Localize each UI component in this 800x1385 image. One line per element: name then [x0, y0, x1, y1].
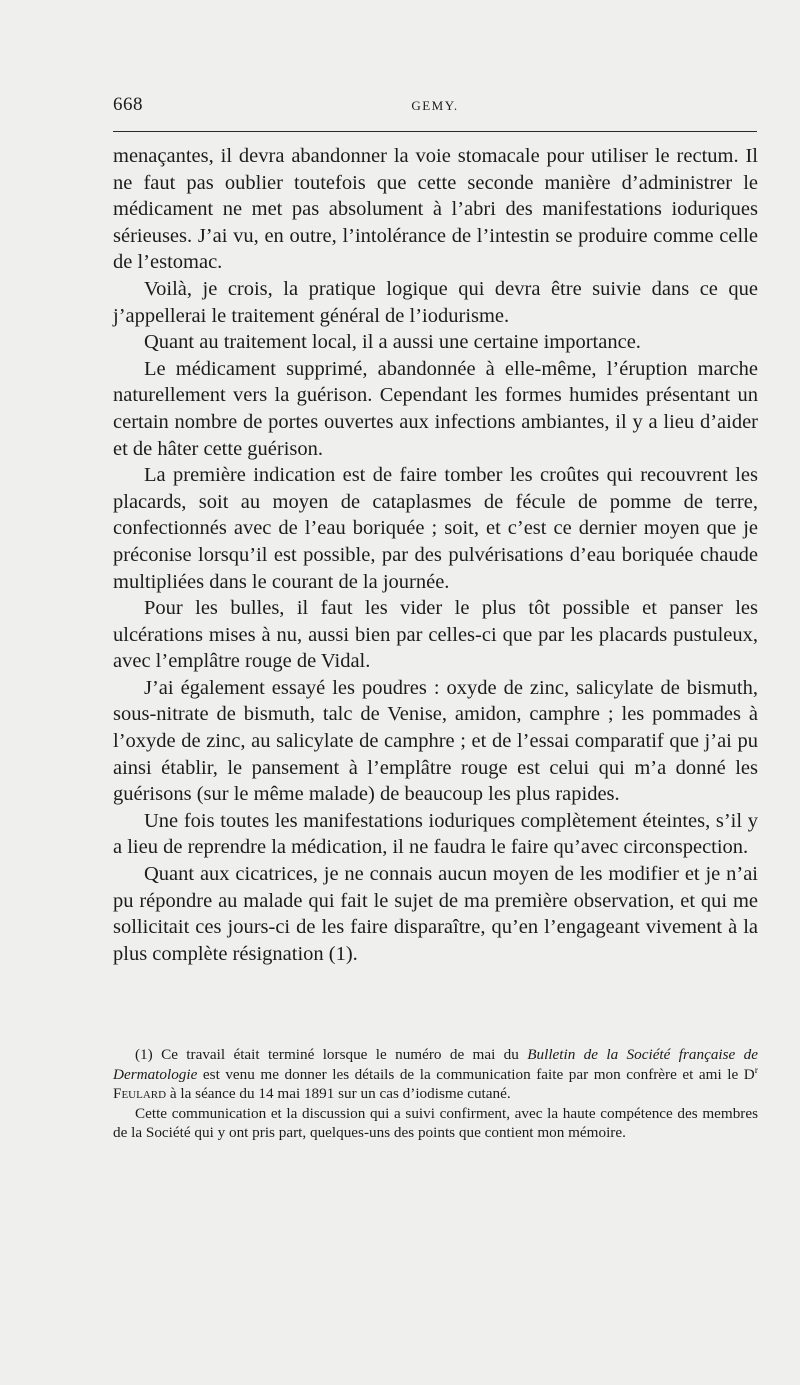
- paragraph: J’ai également essayé les poudres : oxyde de zinc, salicylate de bismuth, sous-nitrate de bismuth, talc de Venise, amidon, camphre ; les pommades à l’oxyde de zinc, au salicylate de camphre ; et de l’essai comparatif que j’ai pu ainsi établir, le pansement à l’emplâtre rouge est celui qui m’a donné les guérisons (sur le même malade) de beaucoup les plus rapides.: [113, 676, 758, 806]
- title-superscript: r: [754, 1064, 758, 1076]
- page-header: [113, 94, 757, 124]
- footnote-1: [113, 1045, 758, 1104]
- footnote-text: à la séance du 14 mai 1891 sur un cas d’iodisme cutané.: [166, 1085, 511, 1103]
- paragraph: Le médicament supprimé, abandonnée à elle-même, l’éruption marche naturellement vers la guérison. Cependant les formes humides présentant un certain nombre de portes ouvertes aux infections ambiantes, il y a lieu d’aider et de hâter cette guérison.: [113, 357, 758, 460]
- paragraph: Quant aux cicatrices, je ne connais aucun moyen de les modifier et je n’ai pu répondre au malade qui fait le sujet de ma première observation, et qui me sollicitait ces jours-ci de les faire disparaître, qu’en l’engageant vivement à la plus complète résignation (1).: [113, 863, 758, 965]
- footnote-text: est venu me donner les détails de la communication faite par mon confrère et ami le D: [197, 1065, 755, 1083]
- paragraph: Pour les bulles, il faut les vider le plus tôt possible et panser les ulcérations mises à nu, aussi bien par celles-ci que par les placards pustuleux, avec l’emplâtre rouge de Vidal.: [113, 597, 758, 673]
- paragraph: Voilà, je crois, la pratique logique qui devra être suivie dans ce que j’appellerai le traitement général de l’iodurisme.: [113, 277, 758, 327]
- footnote-continuation: Cette communication et la discussion qui a suivi confirment, avec la haute compétence des membres de la Société qui y ont pris part, quelques-uns des points que contient mon mémoire.: [113, 1104, 758, 1142]
- paragraph: Une fois toutes les manifestations ioduriques complètement éteintes, s’il y a lieu de reprendre la médication, il ne faudra le faire qu’avec circonspection.: [113, 809, 758, 859]
- header-rule: [113, 131, 757, 132]
- paragraph: menaçantes, il devra abandonner la voie stomacale pour utiliser le rectum. Il ne faut pas oublier toutefois que cette seconde manière d’administrer le médicament ne met pas absolument à l’abri des manifestations ioduriques sérieuses. J’ai vu, en outre, l’intolérance de l’intestin se produire comme celle de l’estomac.: [113, 145, 758, 274]
- body-text: [113, 143, 758, 967]
- footnote-text: Ce travail était terminé lorsque le numéro de mai du: [152, 1046, 528, 1063]
- page-number: 668: [113, 94, 143, 115]
- paragraph: Quant au traitement local, il a aussi une certaine importance.: [144, 331, 641, 354]
- paragraph: La première indication est de faire tomber les croûtes qui recouvrent les placards, soit au moyen de cataplasmes de fécule de pomme de terre, confectionnés avec de l’eau boriquée ; soit, et c’est ce dernier moyen que je préconise lorsqu’il est possible, par des pulvérisations d’eau boriquée chaude multipliées dans le courant de la journée.: [113, 464, 758, 593]
- footnotes: [113, 1045, 758, 1143]
- running-head: GEMY.: [411, 98, 459, 113]
- journal-title: Bulletin de la Société française de Dermatologie: [113, 1046, 758, 1083]
- author-name: Feulard: [113, 1085, 167, 1103]
- footnote-marker: (1): [135, 1046, 153, 1063]
